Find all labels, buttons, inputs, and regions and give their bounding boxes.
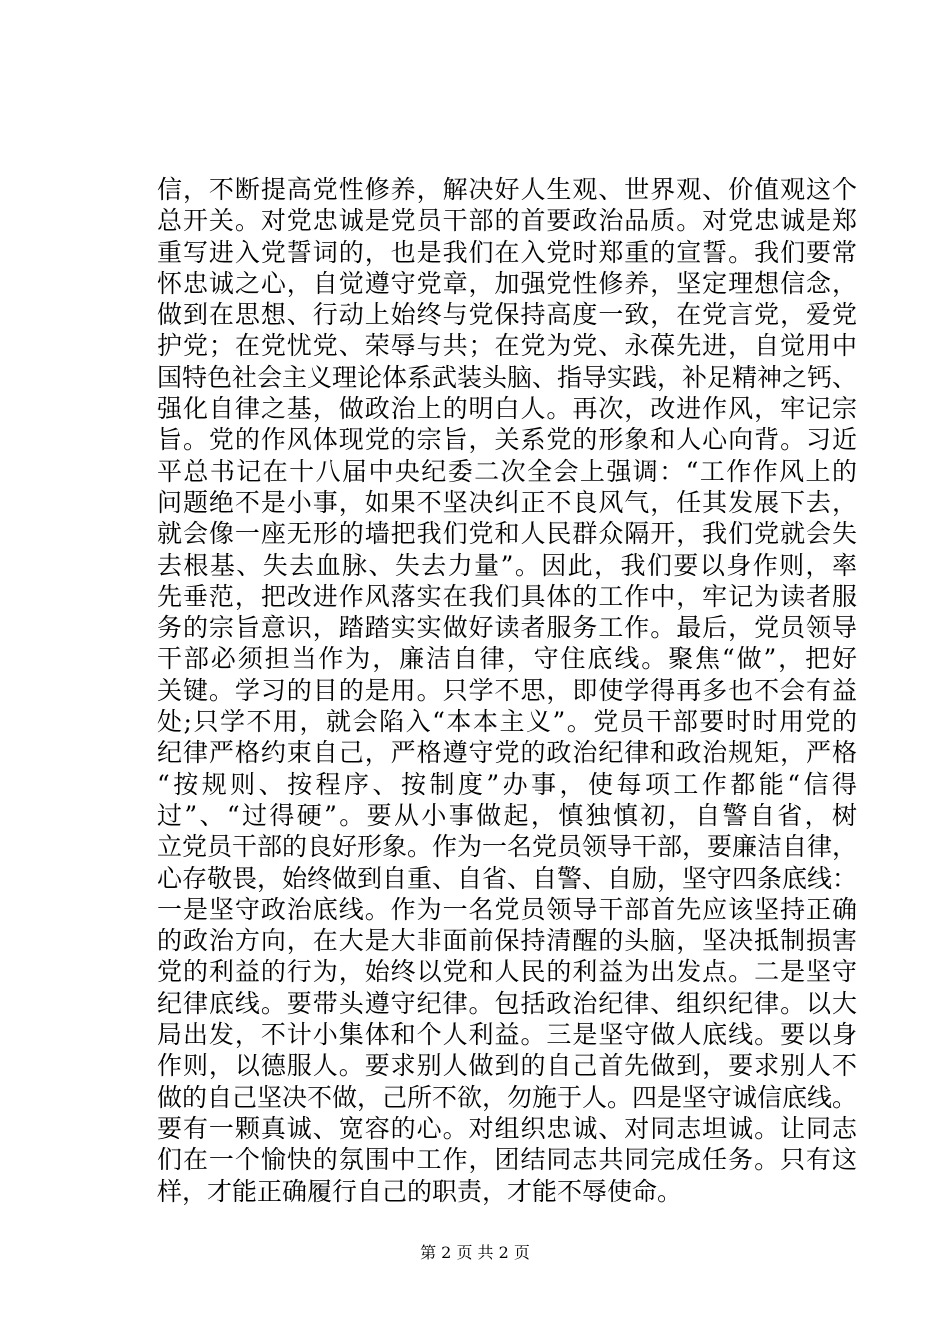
text-line: 关键。学习的目的是用。只学不思，即使学得再多也不会有益 <box>157 675 857 705</box>
text-line: 局出发，不计小集体和个人利益。三是坚守做人底线。要以身 <box>157 1020 857 1050</box>
text-line: 务的宗旨意识，踏踏实实做好读者服务工作。最后，党员领导 <box>157 613 857 643</box>
text-line: 的政治方向，在大是大非面前保持清醒的头脑，坚决抵制损害 <box>157 926 857 956</box>
text-line: 做的自己坚决不做，己所不欲，勿施于人。四是坚守诚信底线。 <box>157 1082 858 1112</box>
text-line: 平总书记在十八届中央纪委二次全会上强调：“工作作风上的 <box>157 456 857 486</box>
page-footer: 第 2 页 共 2 页 <box>420 1243 530 1262</box>
text-line: 处;只学不用，就会陷入“本本主义”。党员干部要时时用党的 <box>157 707 857 737</box>
text-line: 纪律严格约束自己，严格遵守党的政治纪律和政治规矩，严格 <box>157 738 857 768</box>
text-line: 去根基、失去血脉、失去力量”。因此，我们要以身作则，率 <box>157 550 857 580</box>
text-line: 党的利益的行为，始终以党和人民的利益为出发点。二是坚守 <box>157 957 857 987</box>
text-line: 要有一颗真诚、宽容的心。对组织忠诚、对同志坦诚。让同志 <box>157 1113 857 1143</box>
text-line: 问题绝不是小事，如果不坚决纠正不良风气，任其发展下去， <box>157 487 857 517</box>
text-line: 就会像一座无形的墙把我们党和人民群众隔开，我们党就会失 <box>157 519 857 549</box>
text-line: 怀忠诚之心，自觉遵守党章，加强党性修养，坚定理想信念， <box>157 268 857 298</box>
text-line: 做到在思想、行动上始终与党保持高度一致，在党言党，爱党 <box>157 300 857 330</box>
text-line: 样，才能正确履行自己的职责，才能不辱使命。 <box>157 1176 683 1206</box>
text-line: 干部必须担当作为，廉洁自律，守住底线。聚焦“做”，把好 <box>157 644 857 674</box>
text-line: 国特色社会主义理论体系武装头脑、指导实践，补足精神之钙、 <box>157 362 858 392</box>
text-line: 们在一个愉快的氛围中工作，团结同志共同完成任务。只有这 <box>157 1145 857 1175</box>
text-line: 旨。党的作风体现党的宗旨，关系党的形象和人心向背。习近 <box>157 425 857 455</box>
text-line: “按规则、按程序、按制度”办事，使每项工作都能“信得 <box>157 769 857 799</box>
text-line: 过”、“过得硬”。要从小事做起，慎独慎初，自警自省，树 <box>157 800 857 830</box>
text-line: 强化自律之基，做政治上的明白人。再次，改进作风，牢记宗 <box>157 394 857 424</box>
text-line: 纪律底线。要带头遵守纪律。包括政治纪律、组织纪律。以大 <box>157 988 857 1018</box>
text-line: 护党；在党忧党、荣辱与共；在党为党、永葆先进，自觉用中 <box>157 331 857 361</box>
text-line: 作则，以德服人。要求别人做到的自己首先做到，要求别人不 <box>157 1051 857 1081</box>
text-line: 信，不断提高党性修养，解决好人生观、世界观、价值观这个 <box>157 175 857 204</box>
body-text <box>157 174 857 1207</box>
text-line: 一是坚守政治底线。作为一名党员领导干部首先应该坚持正确 <box>157 894 857 924</box>
text-line: 重写进入党誓词的，也是我们在入党时郑重的宣誓。我们要常 <box>157 237 857 267</box>
text-line: 立党员干部的良好形象。作为一名党员领导干部，要廉洁自律， <box>157 832 858 862</box>
text-line: 心存敬畏，始终做到自重、自省、自警、自励，坚守四条底线： <box>157 863 858 893</box>
text-line: 总开关。对党忠诚是党员干部的首要政治品质。对党忠诚是郑 <box>157 206 857 236</box>
text-line: 先垂范，把改进作风落实在我们具体的工作中，牢记为读者服 <box>157 581 857 611</box>
